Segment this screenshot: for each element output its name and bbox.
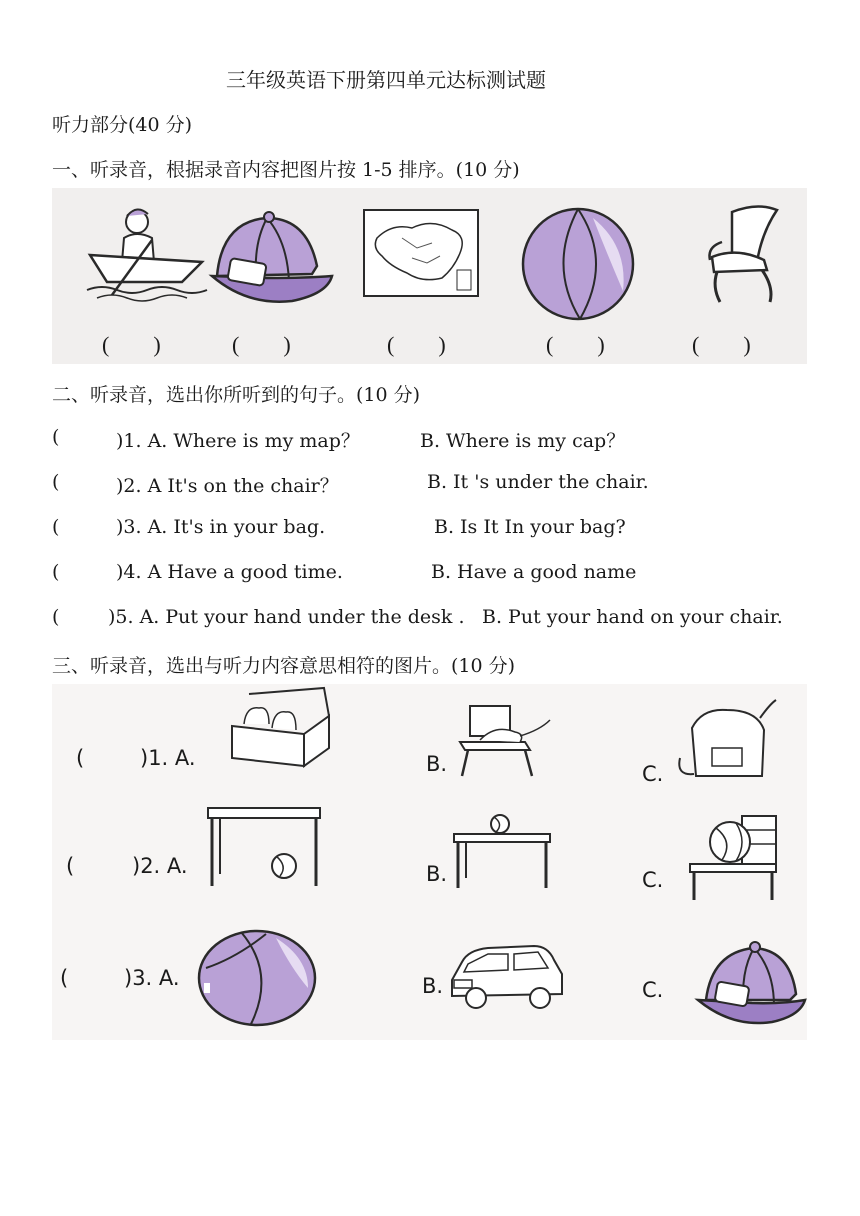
q2-option-a: )2. A It's on the chair？	[116, 475, 339, 497]
section3-heading: 三、听录音，选出与听力内容意思相符的图片。(10 分)	[52, 655, 516, 677]
cap-icon-row3	[692, 938, 807, 1030]
ball-on-chair-icon	[686, 812, 782, 904]
row3-b-label: B.	[422, 974, 444, 998]
ball-under-desk-icon	[204, 804, 324, 890]
q3-paren[interactable]: (	[52, 516, 60, 538]
row3-c-label: C.	[642, 978, 664, 1002]
row2-c-label: C.	[642, 868, 664, 892]
q5-option-b: B. Put your hand on your chair.	[482, 606, 783, 628]
ball-icon	[518, 206, 638, 324]
q2-option-b: B. It 's under the chair.	[427, 471, 649, 493]
answer-paren-1[interactable]: ( )	[102, 332, 161, 357]
q3-option-a: )3. A. It's in your bag.	[116, 516, 326, 538]
car-icon	[448, 940, 566, 1014]
q1-option-b: B. Where is my cap？	[420, 430, 626, 452]
answer-paren-3[interactable]: ( )	[387, 332, 446, 357]
q4-paren[interactable]: (	[52, 561, 60, 583]
q4-option-a: )4. A Have a good time.	[116, 561, 343, 583]
row2-open-paren[interactable]: (	[66, 854, 75, 878]
q1-paren[interactable]: (	[52, 426, 60, 448]
ball-on-desk-icon	[452, 812, 552, 892]
row1-b-label: B.	[426, 752, 448, 776]
chair-icon	[702, 202, 792, 312]
row1-open-paren[interactable]: (	[76, 746, 85, 770]
answer-paren-5[interactable]: ( )	[692, 332, 751, 357]
answer-paren-2[interactable]: ( )	[232, 332, 291, 357]
q5-option-a: )5. A. Put your hand under the desk .	[108, 606, 465, 628]
cap-icon	[207, 206, 337, 316]
row3-label: )3. A.	[124, 966, 180, 990]
q3-option-b: B. Is It In your bag?	[434, 516, 626, 538]
section1-heading: 一、听录音，根据录音内容把图片按 1-5 排序。(10 分)	[52, 159, 520, 181]
cats-in-box-icon	[224, 686, 334, 770]
page-title: 三年级英语下册第四单元达标测试题	[226, 68, 546, 92]
boat-icon	[82, 200, 212, 310]
section3-picture-area	[52, 684, 807, 1040]
q4-option-b: B. Have a good name	[431, 561, 637, 583]
listening-header: 听力部分(40 分)	[52, 114, 193, 136]
section1-picture-strip	[52, 188, 807, 364]
section2-heading: 二、听录音，选出你所听到的句子。(10 分)	[52, 384, 421, 406]
cat-on-chair-icon	[450, 702, 560, 780]
row1-label: )1. A.	[140, 746, 196, 770]
ball-icon-row3	[196, 928, 318, 1028]
q1-option-a: )1. A. Where is my map？	[116, 430, 360, 452]
row2-b-label: B.	[426, 862, 448, 886]
answer-paren-4[interactable]: ( )	[546, 332, 605, 357]
q5-paren[interactable]: (	[52, 606, 60, 628]
q2-paren[interactable]: (	[52, 471, 60, 493]
map-icon	[362, 208, 482, 300]
cat-in-bag-icon	[672, 698, 782, 784]
row1-c-label: C.	[642, 762, 664, 786]
row2-label: )2. A.	[132, 854, 188, 878]
row3-open-paren[interactable]: (	[60, 966, 69, 990]
